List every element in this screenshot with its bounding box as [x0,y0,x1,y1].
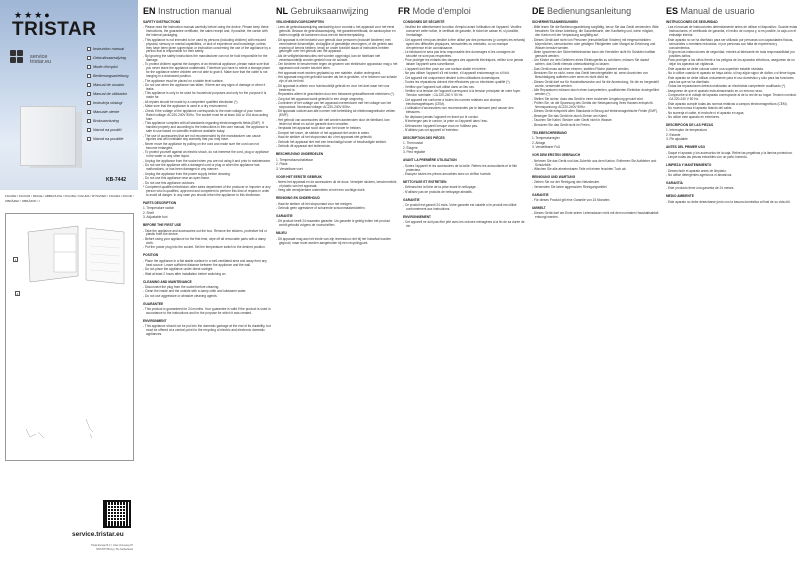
language-item [87,44,128,53]
paragraph: - Stellen Sie sicher, dass das Gerät in einer trockenen Umgebung genutzt wird. [532,98,660,102]
section-heading: ANTES DEL PRIMER USO [666,145,706,150]
language-label: Manual de utilizador [93,91,127,96]
paragraph: - Cet appareil est uniquement destiné à des utilisations domestiques. [403,77,527,81]
paragraph: - Haal de stekker uit het stopcontact voor het reinigen. [276,203,398,207]
language-column-fr [398,5,527,230]
paragraph: - Vérifiez que l'appareil soit utilisé dans un lieu sec. [403,86,527,90]
language-label: Návod na použitie [93,136,124,141]
figure-caption: FIGURE / FIGUUR / IMAGE / ABBILDUNG / FIGURA / FIGURA / RYSUNEK / FIGURA / FIGUR / OBRÁZEK / OBRÁZOK / I [5,194,134,203]
paragraph: - Este aparato se debe colocar sobre una superficie estable nivelada. [666,68,798,72]
paragraph: - All repairs should be made by a competent qualified electrician (*). [143,101,271,105]
language-label: Bedienungsanleitung [93,73,129,78]
paragraph: - Om kinderen te beschermen tegen de gevaren van elektrische apparatuur mag u het apparaat nooit zonder toezicht laten. [276,63,398,71]
paragraph: - Clean the inside and the outside with a damp cloth and lukewarm water. [143,290,271,294]
paragraph: - Het apparaat moet worden geplaatst op een stabiele, vlakke ondergrond. [276,72,398,76]
section-title [532,5,660,17]
paragraph: - Lea el manual de instrucciones detenidamente antes de utilizar el dispositivo. Guarde estas instrucciones, el certificado de garantía, el recibo de compra y, si es posible, la caja con el embalaje interior. [666,26,798,38]
paragraph: - Dit apparaat mag aan het einde van zijn levensduur niet bij het huisafval worden gegooid, maar moet worden aangeboden bij een recyclingpunt. [276,238,398,246]
paragraph: - N'utilisez pas de produits de nettoyage abrasifs. [403,191,527,195]
model-number: KB-7442 [106,177,127,183]
paragraph: - Wischen Sie alle abnehmbaren Teile mit einem feuchten Tuch ab. [532,168,660,172]
paragraph: - The appliance must be placed on a stable level surface. [143,80,271,84]
paragraph: - Before using your appliance for the first time, wipe off all removable parts with a damp cloth. [143,238,271,246]
language-item [87,107,128,116]
section-heading: REINIGING EN ONDERHOUD [276,196,320,201]
section-heading: CONSIGNES DE SÉCURITÉ [403,20,445,24]
section-heading: MEDIO AMBIENTE [666,194,694,199]
language-label: Návod na použití [93,127,122,132]
service-badge [10,50,50,63]
paragraph: - Unplug the appliance from the power supply before cleaning. [143,173,271,177]
paragraph: - Benutzen Sie das Gerät nicht im Freien. [532,124,660,128]
section-heading: VOR DEM ERSTEN GEBRAUCH [532,153,580,158]
paragraph: - Als de veiligheidsinstructies niet worden opgevolgd, kan de fabrikant niet verantwoordelijk worden gesteld voor de schade. [276,55,398,63]
paragraph: - Do not use when the appliance has fallen, if there are any signs of damage or when it leaks. [143,84,271,92]
brand-logo: TRISTAR [12,19,97,40]
checkbox-icon [87,119,91,123]
paragraph: - Das Gerät muss auf einer ebenen, stabilen Fläche platziert werden. [532,68,660,72]
paragraph: - Never move the appliance by pulling on the cord and make sure the cord can not become entangled. [143,143,271,151]
paragraph: - Bitte lesen Sie die Bedienungsanleitung sorgfältig, bevor Sie das Gerät verwenden. Bitte bewahren Sie diese Anleitung, die Garantiekarte, den Kaufbeleg und, wenn möglich, den Karton mit der Verpackung sorgfältig auf. [532,26,660,38]
address-line: 5015 BH Tilburg | The Netherlands [96,548,133,551]
paragraph: - Sortez l'appareil et les accessoires de la boîte. Retirez les autocollants et le film protecteur. [403,165,527,173]
paragraph: - Asegúrese de que el aparato está almacenado en un entorno seco. [666,90,798,94]
paragraph: - This appliance should not be put into the domestic garbage at the end of its durability, but must be offered at a central point for the recycling of electric and electronic domestic appliances. [143,325,271,337]
checkbox-icon [87,83,91,87]
section-heading: MILIEU [276,231,287,236]
paragraph: 1. Temperatuurschakelaar [276,157,313,162]
paragraph: - Este aparato cumple todas las normas relativas a campos electromagnéticos (CEM). [666,103,798,107]
paragraph: - Este producto tiene una garantía de 24 meses. [666,187,798,191]
paragraph: - No utilice este aparato en exteriores. [666,116,798,120]
section-heading: PARTS DESCRIPTION [143,200,177,205]
paragraph: - Do not use this appliance outdoors. [143,182,271,186]
paragraph: - Ne déplacez jamais l'appareil en tirant sur le cordon. [403,116,527,120]
language-label: Manual de usuario [93,82,125,87]
paragraph: - This appliance is only to be used for household purposes and only for the purpose it is made for. [143,92,271,100]
paragraph: - Dieses Gerät darf nur für Haushaltszwecke und für die Anwendung, für die es hergestellt wurde, verwendet werden. [532,81,660,89]
language-item [87,53,128,62]
paragraph: - To protect children against the dangers of an electrical appliance, please make sure that you never leave the appliance unattended. Therefore you have to select a storage place for the appliance where children are not able to grab it. Make sure that the cable is not hanging in a downward position. [143,63,271,79]
section-heading: GARANTIE [276,214,293,219]
paragraph: 2. Ablage [532,140,546,145]
paragraph: - Dieses Gerät darf am Ende seiner Lebensdauer nicht mit dem normalen Haushaltsabfall entsorgt werden. [532,212,660,220]
language-label: Mode d'emploi [93,64,118,69]
paragraph: - Do not place the appliance under direct sunlight. [143,268,271,272]
checkbox-icon [87,92,91,96]
paragraph: * Competent qualified electrician: after sales department of the producer or importer or any person who is qualified, approved and competent to perform this kind of repairs in order to avoid all danger. In any case you should return the appliance to this electrician. [143,185,271,197]
manual-title: Bedienungsanleitung [547,6,632,16]
paragraph: - Débranchez l'appareil lorsque vous ne l'utilisez pas. [403,125,527,129]
language-code: FR [398,6,410,16]
paragraph: 3. Adjustable foot [143,215,168,220]
checkbox-icon [87,47,91,51]
language-item [87,116,128,125]
paragraph: - Het apparaat mag niet gebruikt worden als het is gevallen, of er tekenen van schade zijn of als het lekt. [276,76,398,84]
language-code: DE [532,6,545,16]
language-code: ES [666,6,679,16]
paragraph: 2. Estante [666,132,681,137]
paragraph: - Für dieses Produkt gilt eine Garantie von 24 Monaten. [532,199,660,203]
paragraph: - Gebruik dit apparaat niet buitenshuis. [276,145,398,149]
checkbox-icon [87,137,91,141]
section-title [398,5,527,17]
paragraph: - Dit apparaat voldoet aan alle normen met betrekking tot elektromagnetische velden (EMF). [276,110,398,118]
paragraph: - Unplug the appliance from the socket when you are not using it and prior to maintenance. [143,160,271,164]
paragraph: - No sumerja el cable, el enchufe ni el aparato en agua. [666,112,798,116]
paragraph: 3. Pied réglable [403,150,426,155]
paragraph: 3. Pie ajustable [666,137,688,142]
section-title [666,5,798,17]
language-item [87,98,128,107]
paragraph: - Disconnect the plug from the socket before cleaning. [143,286,271,290]
section-heading: INSTRUCCIONES DE SEGURIDAD [666,20,718,24]
paragraph: - Le fabricant ne sera pas tenu responsable des dommages si les consignes de sécurité ne sont pas respectées. [403,51,527,59]
manual-title: Instruction manual [158,6,232,16]
section-heading: UMWELT [532,206,546,211]
paragraph: - This appliance complies with all standards regarding electromagnetic fields (EMF). If handled properly and according to the instructions in this user manual, the appliance is safe to use based on scientific evidence available today. [143,122,271,134]
paragraph: - Todas las reparaciones deberá realizarlas un electricista competente cualificado (*). [666,85,798,89]
rating-stars: ★★★● [14,10,52,20]
section-heading: BESCHRIJVING ONDERDELEN [276,152,324,157]
service-label: service [30,54,48,60]
paragraph: - Dieses Gerät entspricht allen Standards in Bezug auf elektromagnetische Felder (EMF). [532,110,660,114]
checkbox-icon [87,110,91,114]
section-title [143,5,271,17]
section-heading: AVANT LA PREMIÈRE UTILISATION [403,158,457,163]
paragraph: - Do not use aggressive or abrasive cleaning agents. [143,295,271,299]
paragraph: - Compruebe si el voltaje del aparato corresponde al de la red de su hogar. Tensión nominal: CA 220-240 V 50 Hz. [666,94,798,102]
paragraph: - No utilice detergentes agresivos ni abrasivos. [666,174,798,178]
paragraph: - No lo utilice cuando el aparato se haya caído, si hay algún signo de daños o si tiene fugas. [666,72,798,76]
paragraph: - Check if the voltage of the appliance corresponds to the main voltage of your home. Rated voltage: AC220-240V 50Hz. The socket must be at least 16A or 10A slow-acting fuse. [143,110,271,122]
paragraph: - By ignoring the safety instructions the manufacturer can not be hold responsible for the damage. [143,55,271,63]
paragraph: 1. Thermostat [403,141,423,146]
paragraph: - Verwenden Sie keine aggressiven Reinigungsmittel. [532,186,660,190]
checkbox-icon [87,74,91,78]
section-heading: GUARANTEE [143,301,164,306]
service-icons [10,50,24,63]
paragraph: - No mueva nunca el aparato tirando del cable. [666,107,798,111]
checkbox-icon [87,65,91,69]
paragraph: 2. Étagère [403,145,418,150]
paragraph: - Essuyez toutes les pièces amovibles avec un chiffon humide. [403,173,527,177]
paragraph: - Wait at least 2 hours after installation before switching on. [143,273,271,277]
paragraph: - Desenchufe el aparato antes de limpiarlo. [666,170,798,174]
paragraph: - Cet appareil est conforme à toutes les normes relatives aux champs électromagnétiques (CEM). [403,99,527,107]
paragraph: - Dit product heeft 24 maanden garantie. Uw garantie is geldig indien het product wordt gebruikt volgens de voorschriften. [276,220,398,228]
paragraph: - Cet appareil n'est pas destiné à être utilisé par des personnes (y compris les enfants) ayant des difficultés physiques, sensorielles ou mentales, ou un manque d'expérience et de connaissance. [403,39,527,51]
paragraph: - Saque el aparato y los accesorios de la caja. Retire las pegatinas y la lámina protectora. [666,152,798,156]
paragraph: - Lees de gebruiksaanwijzing aandachtig door voordat u het apparaat voor het eerst gebruikt. Bewaar de gebruiksaanwijzing, het garantiecertificaat, de aankoopbon en indien mogelijk de kartonnen doos met de binnenverpakking. [276,26,398,38]
paragraph: - Reparaties alleen te geschieden door een bekwame gekwalificeerde elektricien (*). [276,93,398,97]
language-code: NL [276,6,288,16]
section-heading: POSITION [143,253,159,258]
language-label: Instruction manual [93,46,125,51]
paragraph: - Neem het apparaat en de accessoires uit de doos. Verwijder stickers, beschermfolie of plastic van het apparaat. [276,181,398,189]
paragraph: - Dit apparaat is niet bedoeld voor gebruik door personen (inclusief kinderen) met verminderde lichamelijke, zintuiglijke of geestelijke vermogens, of die gebrek aan ervaring of kennis hebben, tenzij ze onder toezicht staan of instructies hebben gekregen over het gebruik van het apparaat. [276,39,398,55]
paragraph: - Este aparato no debe desecharse junto con la basura doméstica al final de su vida útil. [666,201,798,205]
language-item [87,71,128,80]
language-label: Manuale utente [93,109,120,114]
language-column-nl [276,5,398,246]
paragraph: - Bewegen Sie das Gerät nie durch Ziehen am Kabel. [532,115,660,119]
section-heading: GARANTIE [403,197,420,202]
section-heading: SICHERHEITSANWEISUNGEN [532,20,578,24]
paragraph: - Dieses Gerät darf nicht von Personen (einschließlich Kindern) mit eingeschränkten körperlichen, sensorischen oder geistigen Fähigkeiten oder Mangel an Erfahrung und Wissen benutzt werden. [532,39,660,51]
language-label: Instrukcja obsługi [93,100,123,105]
paragraph: - Si ignora las instrucciones de seguridad, eximirá al fabricante de toda responsabilidad por posibles daños. [666,51,798,59]
paragraph: - Veeg alle verwijderbare onderdelen af met een vochtige doek. [276,189,398,193]
section-heading: GARANTIE [532,192,549,197]
figure-label-1: 1 [14,258,17,262]
language-column-es [666,5,798,205]
language-item [87,80,128,89]
section-heading: NETTOYAGE ET ENTRETIEN [403,180,447,184]
paragraph: - Ne pas utiliser l'appareil s'il est tombé, s'il apparaît endommagé ou s'il fuit. [403,72,527,76]
manual-title: Gebruiksaanwijzing [290,6,369,16]
paragraph: - Veuillez lire attentivement la notice d'emploi avant l'utilisation de l'appareil. Veuillez conserver cette notice, le certificat de garantie, le ticket de caisse et, si possible, l'emballage. [403,26,527,38]
language-item [87,89,128,98]
section-heading: DESCRIPTION DES PIÈCES [403,135,445,140]
section-heading: VOOR HET EERSTE GEBRUIK [276,174,322,179]
paragraph: 3. Verstelbare voet [276,166,303,171]
cover-panel [0,0,138,190]
paragraph: 1. Temperature switch [143,206,175,211]
paragraph: 3. Verstellbarer Fuß [532,145,560,150]
paragraph: - L'utilisation d'accessoires non recommandés par le fabricant peut causer des blessures. [403,107,527,115]
paragraph: - Put the power plug into the socket. Set the temperature switch to the desired position. [143,246,271,250]
section-heading: REINIGUNG UND WARTUNG [532,174,576,179]
paragraph: - Gebruik het apparaat niet met een beschadigd snoer of beschadigde stekker. [276,141,398,145]
paragraph: - Nehmen Sie das Gerät und das Zubehör aus dem Karton. Entfernen Sie Aufkleber und Schutzfolie. [532,160,660,168]
paragraph: - Alle Reparaturen müssen durch einen kompetenten, qualifizierten Elektriker durchgeführt werden (*). [532,89,660,97]
section-heading: ENVIRONMENT [143,319,167,324]
paragraph: - Dompel het snoer, de stekker of het apparaat niet onder in water. [276,132,398,136]
checkbox-icon [87,56,91,60]
language-item [87,125,128,134]
checkbox-icon [87,128,91,132]
manual-title: Mode d'emploi [412,6,471,16]
company-address [80,544,133,552]
paragraph: - N'immergez pas le cordon, la prise ou l'appareil dans l'eau. [403,120,527,124]
checkbox-icon [87,101,91,105]
paragraph: - Prüfen Sie, ob die Spannung des Geräts der Netzspannung Ihres Hauses entspricht. Nennspannung: AC220-240V 50Hz. [532,102,660,110]
address-line: Tristar Europe B.V. | Jules Verneweg 87 [90,544,133,547]
fridge-drawing [6,214,135,462]
paragraph: - Ziehen Sie vor der Reinigung den Netzstecker. [532,181,660,185]
section-heading: TEILEBESCHREIBUNG [532,130,567,135]
section-heading: BEFORE THE FIRST USE [143,223,182,228]
language-label: Bruksanvisning [93,118,119,123]
paragraph: - Do not use this appliance near an open flame. [143,177,271,181]
paragraph: - Please read the instruction manual carefully before using the device. Please keep these instructions, the guarantee certificate, the sales receipt and, if possible, the carton with the internal packaging. [143,26,271,38]
qr-code [103,500,131,528]
paragraph: - Haal de stekker uit het stopcontact als u het apparaat niet gebruikt. [276,136,398,140]
paragraph: - Para proteger a los niños frente a los peligros de los aparatos eléctricos, asegúrese de no dejar los aparatos sin vigilancia. [666,59,798,67]
paragraph: 2. Shelf [143,210,154,215]
paragraph: - Benutzen Sie es nicht, wenn das Gerät heruntergefallen ist, wenn Anzeichen von Beschädigung auftreten oder wenn es nicht dicht ist. [532,72,660,80]
language-column-en [143,5,271,338]
service-website: service.tristar.eu [72,531,124,538]
paragraph: - Um Kinder vor den Gefahren eines Elektrogeräts zu schützen, müssen Sie darauf achten, das Gerät niemals unbeaufsichtigt zu lassen. [532,59,660,67]
language-item [87,134,128,143]
language-label: Gebruiksaanwijzing [93,55,126,60]
language-code: EN [143,6,156,16]
paragraph: 1. Temperaturregler [532,136,560,141]
paragraph: - Place the appliance in a flat stable surface in a well-ventilated area and away from any heat source. Leave sufficient distance between the appliance and the wall. [143,260,271,268]
service-domain: tristar.eu [30,59,52,65]
section-heading: ENVIRONNEMENT [403,215,431,220]
paragraph: - Vérifiez si la tension de l'appareil correspond à la tension principale de votre foyer. Tension nominale : CA 220-240 V 50 Hz. [403,90,527,98]
paragraph: - Controleer of het voltage van het apparaat overeenkomt met het voltage van het stopcontact. Nominaal voltage: AC220-240V 50Hz. [276,102,398,110]
paragraph: - Ce produit est garanti 24 mois. Votre garantie est valable si le produit est utilisé conformément aux instructions. [403,204,527,212]
section-heading: CLEANING AND MAINTENANCE [143,279,192,284]
paragraph: - This product is guaranteed for 24 months. Your guarantee is valid if the product is used in accordance to the instructions and for the purpose for which it was created. [143,308,271,316]
manual-title: Manual de usuario [680,6,755,16]
section-heading: VEILIGHEIDSVOORSCHRIFTEN [276,20,324,24]
paragraph: - Zorg dat het apparaat wordt gebruikt in een droge omgeving. [276,98,398,102]
fridge-image [20,106,76,166]
paragraph: - Este aparato no se ha diseñado para ser utilizado por personas con capacidades físicas, sensoriales o mentales reducidas, ni por personas con falta de experiencia y conocimientos. [666,39,798,51]
paragraph: - Do not use the appliance with a damaged cord or plug or when the appliance has malfunctions, or has been damaged in any manner. [143,164,271,172]
figure-box [5,213,134,461]
paragraph: - The use of accessories that are not recommended by the manufacturer can cause injuries and will invalidate any warranty that you may have. [143,135,271,143]
paragraph: - Cet appareil ne doit pas être jeté avec les ordures ménagères à la fin de sa durée de vie. [403,221,527,229]
section-heading: GARANTÍA [666,181,683,185]
paragraph: - Dit apparaat is alleen voor huishoudelijk gebruik en voor het doel waar het voor bestemd is. [276,85,398,93]
paragraph: - Make sure that the appliance is used in a dry environment. [143,105,271,109]
language-list [87,44,128,143]
paragraph: - To protect yourself against an electric shock, do not immerse the cord, plug or appliance in the water or any other liquid. [143,151,271,159]
section-heading: DESCRIPCIÓN DE LAS PIEZAS [666,123,714,128]
paragraph: - Beim Ignorieren der Sicherheitshinweise kann der Hersteller nicht für Schäden haftbar gemacht werden. [532,51,660,59]
section-heading: LIMPIEZA Y MANTENIMIENTO [666,163,712,168]
section-title [276,5,398,17]
paragraph: - Het gebruik van accessoires die niet worden aanbevolen door de fabrikant, kan leiden tot letsel en zal de garantie doen vervallen. [276,119,398,127]
paragraph: - N'utilisez pas cet appareil à l'extérieur. [403,129,527,133]
paragraph: 2. Plank [276,162,288,167]
paragraph: - Tauchen Sie Kabel, Stecker oder Gerät nicht in Wasser. [532,119,660,123]
paragraph: - Take the appliance and accessories out the box. Remove the stickers, protective foil or plastic from the device. [143,230,271,238]
paragraph: - Limpie todas las piezas extraíbles con un paño húmedo. [666,156,798,160]
paragraph: - L'appareil doit être posé sur une surface stable et nivelée. [403,68,527,72]
paragraph: - Débranchez la fiche de la prise avant le nettoyage. [403,186,527,190]
language-column-de [532,5,660,221]
paragraph: 1. Interruptor de temperatura [666,128,707,133]
paragraph: - Verplaats het apparaat nooit door aan het snoer te trekken. [276,127,398,131]
paragraph: - Toutes les réparations doivent être effectuées par un électricien qualifié (*). [403,81,527,85]
paragraph: - Gebruik geen agressieve of schurende schoonmaakmiddelen. [276,207,398,211]
section-heading: SAFETY INSTRUCTIONS [143,20,181,24]
language-item [87,62,128,71]
figure-label-2: 2 [16,292,19,296]
paragraph: - Este aparato se debe utilizar únicamente para el uso doméstico y sólo para las funciones para las que se ha diseñado. [666,77,798,85]
paragraph: - Pour protéger les enfants des dangers des appareils électriques, veillez à ne jamais laisser l'appareil sans surveillance. [403,59,527,67]
paragraph: - This appliance is not intended to be used by persons (including children) with reduced physical, sensory or mental capabilities, or lack of experience and knowledge, unless they have been given supervision or instruction concerning the use of the appliance by a person that is responsible for their safety. [143,39,271,55]
